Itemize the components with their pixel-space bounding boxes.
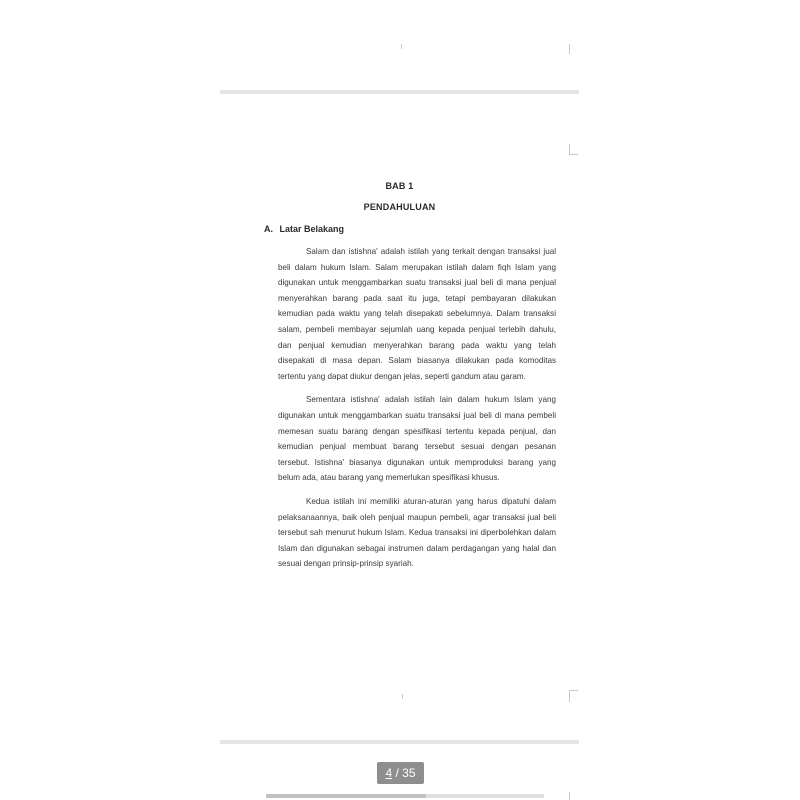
page-edge-mark — [569, 792, 570, 800]
current-page-number[interactable]: 4 — [385, 766, 393, 780]
scrollbar-thumb[interactable] — [266, 794, 426, 798]
page-edge-mark — [569, 44, 570, 54]
horizontal-scrollbar[interactable] — [266, 794, 544, 798]
page-counter-separator: / — [392, 766, 403, 780]
page-separator-bottom — [220, 740, 579, 744]
chapter-number: BAB 1 — [385, 181, 414, 191]
page-counter[interactable] — [377, 762, 424, 784]
paragraph: Salam dan istishna' adalah istilah yang terkait dengan transaksi jual beli dalam hukum Islam. Salam merupakan istilah dalam fiqh Islam yang digunakan untuk menggambarkan suatu transaksi jual beli di mana penjual menyerahkan barang pada saat itu juga, tetapi pembayaran dilakukan kemudian pada waktu yang telah disepakati sebelumnya. Dalam transaksi salam, pembeli membayar sejumlah uang kepada penjual terlebih dahulu, dan penjual kemudian menyerahkan barang pada waktu yang telah disepakati di masa depan. Salam biasanya dilakukan pada komoditas tertentu yang dapat diukur dengan jelas, seperti gandum atau garam. — [278, 247, 556, 381]
paragraph: Sementara istishna' adalah istilah lain dalam hukum Islam yang digunakan untuk menggambarkan suatu transaksi jual beli di mana pembeli memesan suatu barang dengan spesifikasi tertentu kepada penjual, dan kemudian penjual membuat barang tersebut sesuai dengan pesanan tersebut. Istishna' biasanya digunakan untuk memproduksi barang yang belum ada, atau barang yang memerlukan spesifikasi khusus. — [278, 395, 556, 483]
section-heading — [264, 224, 344, 234]
crop-mark — [569, 144, 570, 154]
page-edge-mark — [401, 44, 402, 49]
crop-mark — [402, 694, 403, 699]
body-text — [278, 244, 556, 580]
crop-mark — [569, 690, 570, 702]
total-pages: 35 — [402, 766, 416, 780]
crop-mark — [569, 154, 578, 155]
chapter-title: PENDAHULUAN — [363, 202, 436, 212]
section-marker: A. — [264, 224, 273, 234]
crop-mark — [569, 690, 578, 691]
section-title: Latar Belakang — [279, 224, 345, 234]
document-page — [220, 94, 579, 740]
paragraph: Kedua istilah ini memiliki aturan-aturan yang harus dipatuhi dalam pelaksanaannya, baik oleh penjual maupun pembeli, agar transaksi jual beli tersebut sah menurut hukum Islam. Kedua transaksi ini diperbolehkan dalam Islam dan digunakan sebagai instrumen dalam perdagangan yang halal dan sesuai dengan prinsip-prinsip syariah. — [278, 496, 556, 569]
